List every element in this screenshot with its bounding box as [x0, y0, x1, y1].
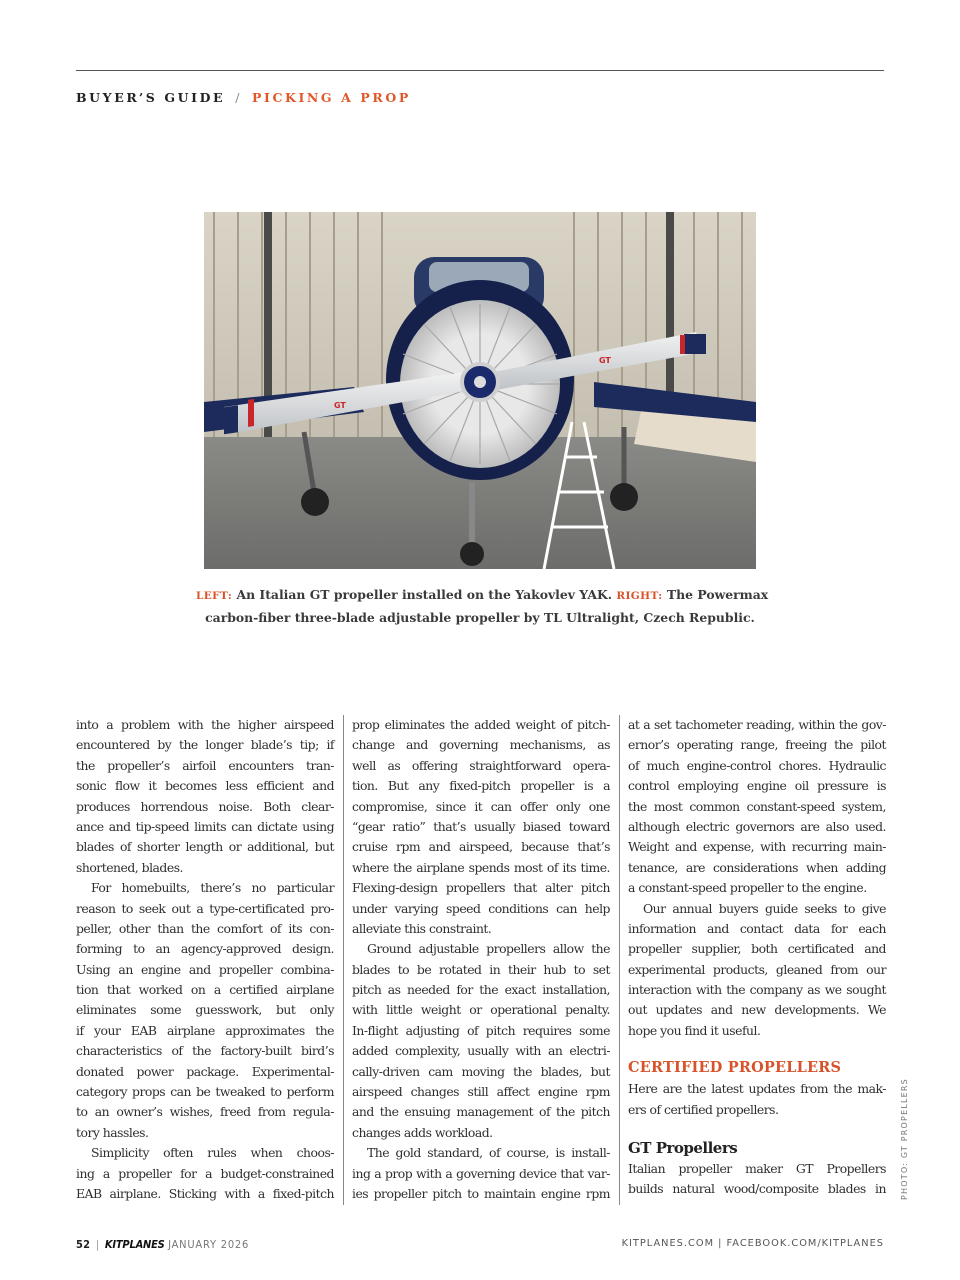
- text-line: category props can be tweaked to perform: [76, 1084, 334, 1100]
- footer-bar: |: [95, 1238, 100, 1251]
- text-line: blades to be rotated in their hub to set: [352, 961, 610, 977]
- text-line: forming to an agency-approved design.: [76, 941, 334, 957]
- text-line: pitch as needed for the exact installation,: [352, 982, 610, 998]
- text-line: alleviate this constraint.: [352, 920, 492, 936]
- photo-credit: PHOTO: GT PROPELLERS: [900, 1078, 909, 1200]
- text-line: Flexing-design propellers that alter pitch: [352, 880, 610, 896]
- text-line: EAB airplane. Sticking with a fixed-pitch: [76, 1185, 334, 1201]
- text-line: sonic flow it becomes less efficient and: [76, 778, 334, 794]
- text-line: to an owner’s wishes, freed from regula-: [76, 1104, 334, 1120]
- text-line: out updates and new developments. We: [628, 1002, 886, 1018]
- text-line: and the ensuing management of the pitch: [352, 1104, 610, 1120]
- text-line: Our annual buyers guide seeks to give: [643, 900, 886, 916]
- text-line: ernor’s operating range, freeing the pilot: [628, 737, 886, 753]
- text-line: eliminates some guesswork, but only: [76, 1002, 334, 1018]
- text-line: at a set tachometer reading, within the gov-: [628, 717, 886, 732]
- article-column-3: [628, 715, 886, 1200]
- text-line: tory hassles.: [76, 1124, 149, 1140]
- text-line: with little weight or operational penalty.: [352, 1002, 610, 1018]
- airplane-propeller-photo: [204, 212, 756, 569]
- text-line: ing a propeller for a budget-constrained: [76, 1165, 334, 1181]
- text-line: prop eliminates the added weight of pitch-: [352, 717, 610, 732]
- caption-left-text: An Italian GT propeller installed on the Yakovlev YAK.: [232, 587, 617, 602]
- column-divider: [619, 715, 620, 1205]
- text-line: tion. But any fixed-pitch propeller is a: [352, 778, 610, 794]
- text-line: blades of shorter length or additional, but: [76, 839, 334, 855]
- article-column-2: [352, 715, 610, 1204]
- footer-folio: [76, 1238, 249, 1251]
- text-line: peller, other than the comfort of its con-: [76, 920, 334, 936]
- text-line: under varying speed conditions can help: [352, 900, 610, 916]
- page-number: 52: [76, 1238, 91, 1251]
- text-line: Ground adjustable propellers allow the: [367, 941, 610, 957]
- text-line: characteristics of the factory-built bird’s: [76, 1043, 334, 1059]
- text-line: cally-driven cam moving the blades, but: [352, 1063, 610, 1079]
- text-line: changes adds workload.: [352, 1124, 493, 1140]
- magazine-name: KITPLANES: [104, 1238, 165, 1251]
- text-line: ing a prop with a governing device that var-: [352, 1165, 610, 1181]
- text-line: hope you find it useful.: [628, 1022, 761, 1038]
- text-line: where the airplane spends most of its time.: [352, 859, 610, 875]
- caption-right-label: RIGHT:: [616, 590, 663, 602]
- section-heading-certified: CERTIFIED PROPELLERS: [628, 1059, 842, 1077]
- text-line: produces horrendous noise. Both clear-: [76, 798, 334, 814]
- text-line: compromise, since it can offer only one: [352, 798, 610, 814]
- caption-line-1: [196, 584, 769, 607]
- text-line: The gold standard, of course, is install-: [367, 1145, 610, 1161]
- text-line: In-flight adjusting of pitch requires some: [352, 1022, 610, 1038]
- text-line: ers of certified propellers.: [628, 1101, 779, 1117]
- text-line: into a problem with the higher airspeed: [76, 717, 334, 732]
- text-line: encountered by the longer blade’s tip; if: [76, 737, 334, 753]
- article-column-1: [76, 715, 334, 1204]
- text-line: tion that worked on a certified airplane: [76, 982, 334, 998]
- text-line: control employing engine oil pressure is: [628, 778, 886, 794]
- text-line: the most common constant-speed system,: [628, 798, 886, 814]
- text-line: the propeller’s airfoil encounters tran-: [76, 757, 334, 773]
- caption-left-label: LEFT:: [196, 590, 233, 602]
- column-divider: [343, 715, 344, 1205]
- text-line: of much engine-control chores. Hydraulic: [628, 757, 886, 773]
- text-line: cruise rpm and airspeed, because that’s: [352, 839, 610, 855]
- text-line: interaction with the company as we sought: [628, 982, 886, 998]
- text-line: donated power package. Experimental-: [76, 1063, 334, 1079]
- text-line: change and governing mechanisms, as: [352, 737, 610, 753]
- text-line: propeller supplier, both certificated and: [628, 941, 886, 957]
- issue-date: JANUARY 2026: [168, 1238, 250, 1251]
- text-line: added complexity, usually with an electri-: [352, 1043, 610, 1059]
- text-line: Simplicity often rules when choos-: [91, 1145, 334, 1161]
- header-separator: /: [235, 90, 242, 105]
- article-body: [76, 715, 886, 1205]
- text-line: although electric governors are also used.: [628, 818, 886, 834]
- text-line: Weight and expense, with recurring main-: [628, 839, 886, 855]
- gt-logo-left: GT: [334, 401, 346, 410]
- text-line: tenance, are considerations when adding: [628, 859, 886, 875]
- photo-illustration: [204, 212, 756, 569]
- running-header: [76, 90, 411, 105]
- caption-line-2: carbon-fiber three-blade adjustable propeller by TL Ultralight, Czech Republic.: [205, 610, 755, 625]
- text-line: information and contact data for each: [628, 920, 886, 936]
- text-line: airspeed changes still affect engine rpm: [352, 1084, 610, 1100]
- subheading-gt-propellers: GT Propellers: [628, 1139, 738, 1158]
- header-section: BUYER’S GUIDE: [76, 90, 226, 105]
- text-line: shortened, blades.: [76, 859, 183, 875]
- gt-logo-right: GT: [599, 356, 611, 365]
- text-line: experimental products, gleaned from our: [628, 961, 886, 977]
- header-subsection: PICKING A PROP: [252, 90, 411, 105]
- text-line: ance and tip-speed limits can dictate using: [76, 818, 334, 834]
- text-line: Here are the latest updates from the mak-: [628, 1081, 886, 1097]
- text-line: ies propeller pitch to maintain engine rpm: [352, 1185, 610, 1201]
- text-line: Italian propeller maker GT Propellers: [628, 1161, 886, 1177]
- text-line: if your EAB airplane approximates the: [76, 1022, 334, 1038]
- text-line: For homebuilts, there’s no particular: [91, 880, 334, 896]
- text-line: “gear ratio” that’s usually biased toward: [352, 818, 610, 834]
- footer-web-links: KITPLANES.COM | FACEBOOK.COM/KITPLANES: [621, 1238, 884, 1249]
- text-line: reason to seek out a type-certificated pro-: [76, 900, 334, 916]
- text-line: builds natural wood/composite blades in: [628, 1181, 886, 1197]
- text-line: Using an engine and propeller combina-: [76, 961, 334, 977]
- text-line: well as offering straightforward opera-: [352, 757, 610, 773]
- photo-caption: [196, 584, 769, 628]
- top-rule: [76, 70, 884, 71]
- caption-right-text-1: The Powermax: [662, 587, 769, 602]
- text-line: a constant-speed propeller to the engine.: [628, 880, 867, 896]
